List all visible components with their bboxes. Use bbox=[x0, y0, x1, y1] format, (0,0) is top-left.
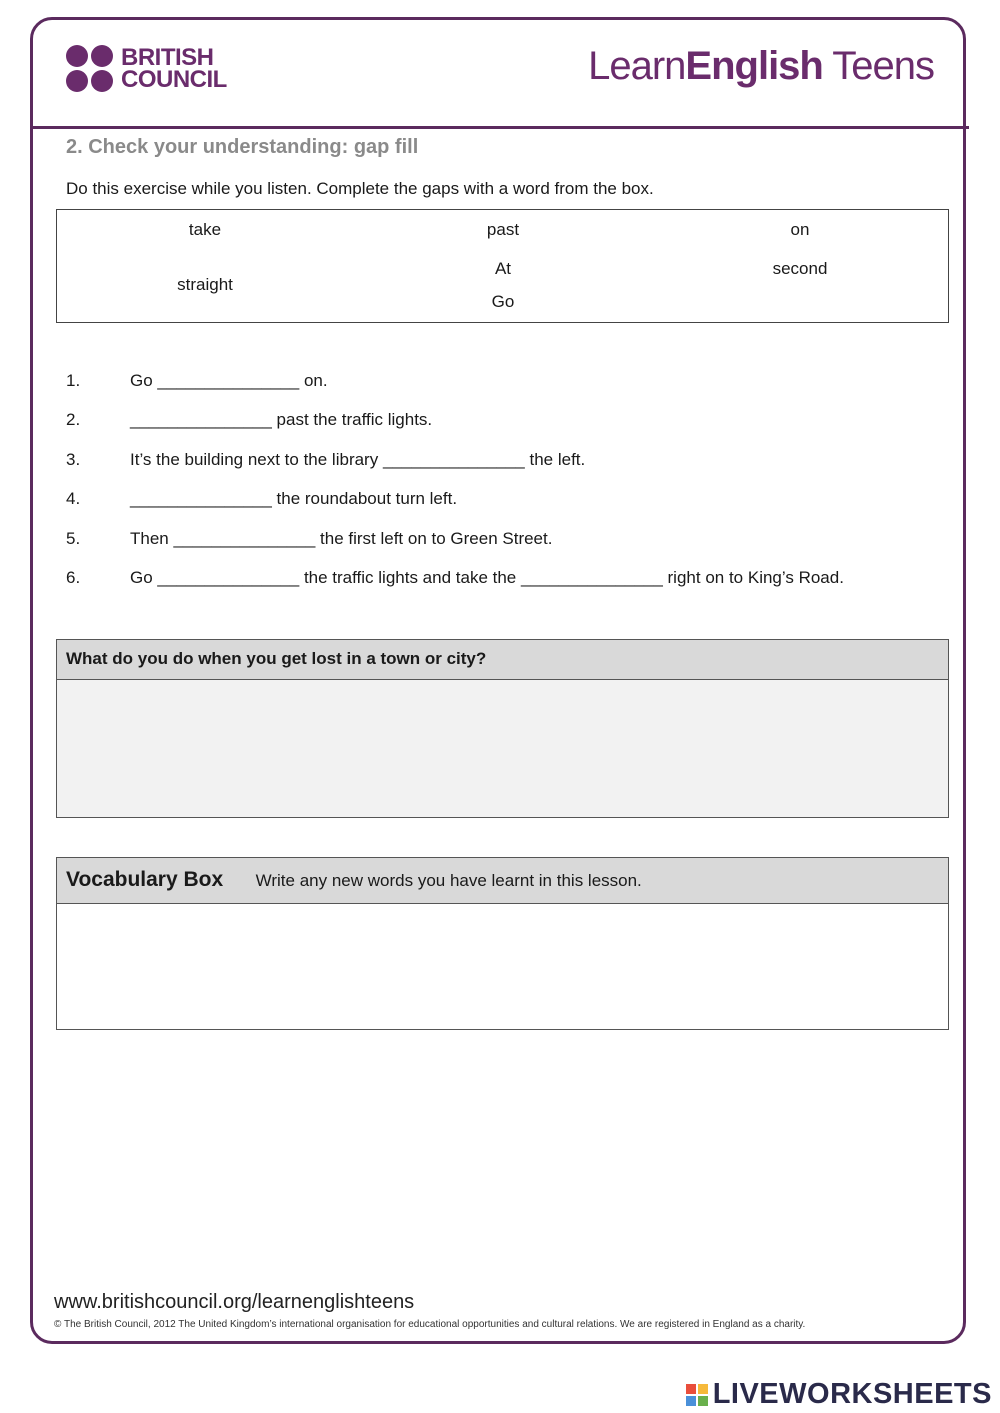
liveworksheets-wordmark: LIVEWORKSHEETS bbox=[712, 1378, 992, 1410]
logo-teens: Teens bbox=[822, 44, 934, 88]
logo-english: English bbox=[685, 44, 823, 88]
logo-learn: Learn bbox=[588, 44, 686, 88]
word-at: At bbox=[494, 259, 512, 278]
question-number: 6. bbox=[66, 568, 81, 587]
question-number: 1. bbox=[66, 371, 81, 390]
discussion-answer-area[interactable] bbox=[57, 680, 948, 817]
vocabulary-title: Vocabulary Box bbox=[66, 868, 224, 891]
question-text[interactable]: Then _______________ the first left on to Green Street. bbox=[130, 529, 553, 548]
word-past: past bbox=[486, 220, 520, 239]
header-divider bbox=[30, 126, 969, 129]
british-council-logo bbox=[66, 45, 227, 92]
learnenglish-teens-logo bbox=[588, 44, 934, 89]
discussion-question: What do you do when you get lost in a town or city? bbox=[57, 640, 948, 680]
question-number: 3. bbox=[66, 450, 81, 469]
liveworksheets-icon bbox=[686, 1384, 708, 1406]
question-text[interactable]: _______________ the roundabout turn left. bbox=[130, 489, 458, 508]
footer-copyright: © The British Council, 2012 The United Kingdom’s international organisation for educational opportunities and cultural relations. We are registered in England as a charity. bbox=[54, 1319, 806, 1330]
question-number: 2. bbox=[66, 410, 81, 429]
word-straight: straight bbox=[177, 275, 233, 294]
vocabulary-note: Write any new words you have learnt in this lesson. bbox=[255, 871, 642, 890]
discussion-box bbox=[56, 639, 949, 818]
word-go: Go bbox=[491, 292, 515, 311]
question-text[interactable]: _______________ past the traffic lights. bbox=[130, 410, 433, 429]
question-number: 5. bbox=[66, 529, 81, 548]
liveworksheets-logo bbox=[686, 1378, 992, 1411]
word-on: on bbox=[790, 220, 810, 239]
question-text[interactable]: Go _______________ on. bbox=[130, 371, 328, 390]
vocabulary-answer-area[interactable] bbox=[57, 904, 948, 1029]
word-second: second bbox=[772, 259, 828, 278]
brand-line-1: BRITISH bbox=[121, 43, 214, 71]
word-take: take bbox=[188, 220, 222, 239]
logo-dots-icon bbox=[66, 45, 113, 92]
vocabulary-box bbox=[56, 857, 949, 1030]
vocabulary-header bbox=[57, 858, 948, 904]
question-text[interactable]: It’s the building next to the library _______________ the left. bbox=[130, 450, 586, 469]
instructions: Do this exercise while you listen. Complete the gaps with a word from the box. bbox=[66, 179, 654, 198]
question-number: 4. bbox=[66, 489, 81, 508]
word-box bbox=[56, 209, 949, 323]
question-text[interactable]: Go _______________ the traffic lights and take the _______________ right on to King’s Road. bbox=[130, 568, 844, 587]
section-title: 2. Check your understanding: gap fill bbox=[66, 136, 419, 158]
brand-line-2: COUNCIL bbox=[121, 65, 227, 93]
footer-url: www.britishcouncil.org/learnenglishteens bbox=[54, 1291, 415, 1313]
